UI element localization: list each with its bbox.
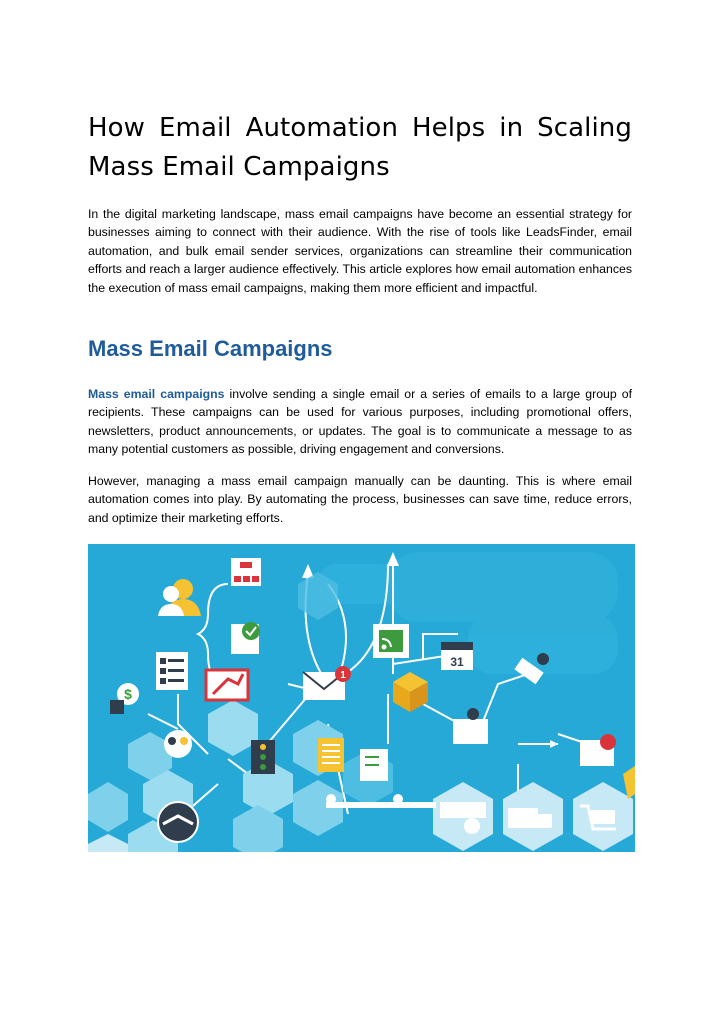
clipboard-icon xyxy=(156,652,188,690)
intro-paragraph: In the digital marketing landscape, mass email campaigns have become an essential strategy for businesses aiming to connect with their audience. With the rise of tools like LeadsFinder, email automation, and bulk email sender services, organizations can streamline their communication efforts and reach a larger audience effectively. This article explores how email automation enhances the execution of mass email campaigns, making them more efficient and impactful. xyxy=(88,207,632,295)
email-automation-illustration xyxy=(88,544,635,852)
section-heading: Mass Email Campaigns xyxy=(88,336,333,361)
paragraph-mass-email-text: involve sending a single email or a series of emails to a large group of recipients. These campaigns can be used for various purposes, including promotional offers, newsletters, product announcements, or updates. The goal is to communicate a message to as many potential customers as possible, driving engagement and conversions. xyxy=(88,387,632,457)
calendar-day: 31 xyxy=(450,655,464,669)
traffic-light-icon xyxy=(251,740,275,774)
svg-text:$: $ xyxy=(124,686,132,702)
paragraph-automation: However, managing a mass email campaign manually can be daunting. This is where email automation comes into play. By automating the process, businesses can save time, reduce errors, and optimize their marketing efforts. xyxy=(88,474,632,525)
document-icon xyxy=(318,738,344,772)
robot-arm-icon xyxy=(360,749,388,781)
document-title: How Email Automation Helps in Scaling Mass Email Campaigns xyxy=(88,113,632,182)
paragraph-mass-email xyxy=(88,385,632,459)
email-badge: 1 xyxy=(340,670,346,681)
mass-email-campaigns-link[interactable]: Mass email campaigns xyxy=(88,387,225,401)
presentation-chart-icon xyxy=(206,670,248,700)
illustration-canvas xyxy=(88,544,635,852)
org-chart-icon xyxy=(231,558,261,586)
handshake-icon xyxy=(158,802,198,842)
checklist-icon xyxy=(231,622,260,654)
people-network-icon xyxy=(164,730,192,758)
rss-icon xyxy=(373,624,409,658)
